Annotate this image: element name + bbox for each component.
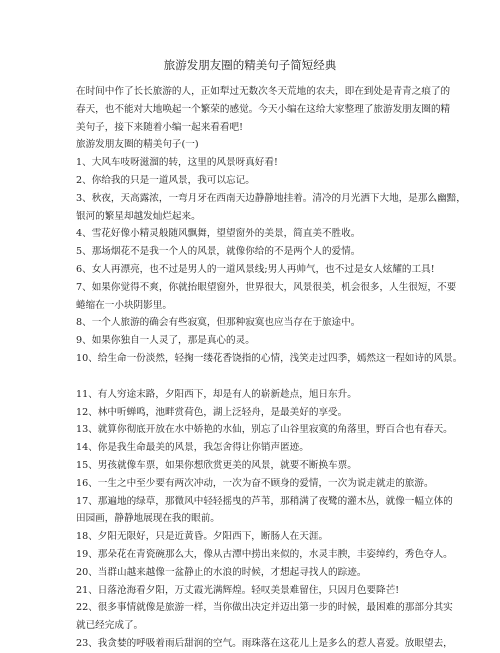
sentence-item — [76, 493, 453, 529]
sentence-line: 蜷缩在一小块阴影里。 — [76, 299, 172, 311]
sentence-item — [76, 314, 434, 332]
sentence-item — [76, 457, 434, 475]
sentence-item — [76, 564, 434, 582]
sentence-item — [76, 332, 434, 350]
sentence-line: 1、大风车吱呀滋溜的转，这里的风景呀真好看! — [76, 157, 278, 169]
sentence-item — [76, 225, 434, 243]
sentence-item — [76, 190, 466, 226]
sentence-item — [76, 279, 457, 315]
sentence-line: 6、女人再漂亮，也不过是男人的一道风景线;男人再帅气，也不过是女人炫耀的工具! — [76, 263, 435, 275]
sentence-item — [76, 546, 453, 564]
sentence-item — [76, 582, 434, 600]
sentence-line: 16、一生之中至少要有两次冲动，一次为奋不顾身的爱情，一次为说走就走的旅游。 — [76, 477, 434, 489]
sentence-item — [76, 404, 434, 422]
sentence-item — [76, 528, 434, 546]
sentence-line: 18、夕阳无限好，只是近黄昏。夕阳西下，断肠人在天涯。 — [76, 531, 329, 543]
sentence-line: 7、如果你觉得不爽，你就抬眼望窗外，世界很大，风景很美，机会很多，人生很短，不要 — [76, 281, 457, 293]
section-heading: 旅游发朋友圈的精美句子(一) — [76, 139, 199, 151]
sentence-line: 就已经完成了。 — [76, 620, 144, 632]
sentence-line: 3、秋夜，天高露浓，一弯月牙在西南天边静静地挂着。清冷的月光洒下大地，是那么幽黯， — [76, 192, 466, 204]
sentence-line: 10、给生命一份淡然，轻掬一缕花香饶指的心情，浅笑走过四季，嫣然这一程如诗的风景。 — [76, 352, 463, 364]
sentence-item — [76, 350, 463, 368]
sentence-line: 15、男孩就像车票，如果你想欣赏更美的风景，就要不断换车票。 — [76, 459, 357, 471]
sentence-item — [76, 599, 453, 635]
sentence-line: 17、那遍地的绿草，那微风中轻轻摇曳的芦苇，那稍满了夜鹭的灌木丛，就像一幅立体的 — [76, 495, 453, 507]
sentence-line: 19、那朵花在青瓷碗那么大，像从古潭中捞出来似的，水灵丰腴，丰姿绰约，秀色夺人。 — [76, 548, 453, 560]
sentence-item — [76, 261, 434, 279]
sentence-line: 11、有人穷途末路，夕阳西下，却是有人的崭新趁点，旭日东升。 — [76, 388, 357, 400]
sentence-line: 20、当群山越来越像一盆静止的水浪的时候，才想起寻找人的踪迹。 — [76, 566, 367, 578]
sentence-line: 12、林中听蝉鸣，池畔赏荷色，湖上泛轻舟，是最美好的享受。 — [76, 406, 348, 418]
sentence-item — [76, 172, 434, 190]
sentence-line: 4、雪花好像小精灵般随风飘舞，望望窗外的美景，简直美不胜收。 — [76, 228, 361, 240]
sentence-line: 21、日落沧海看夕阳，万丈霞光满辉煌。轻叹美景难留住，只因月色要降芒! — [76, 584, 400, 596]
sentence-item — [76, 154, 434, 172]
sentence-line: 22、很多事情就像是旅游一样，当你做出决定并迈出第一步的时候，最困难的那部分其实 — [76, 602, 453, 614]
sentence-line: 田园画，静静地展现在我的眼前。 — [76, 513, 220, 525]
sentence-line: 13、就算你彻底开放在水中娇艳的水仙，别忘了山谷里寂寞的角落里，野百合也有春天。 — [76, 424, 453, 436]
sentence-line: 5、那场烟花不是我一个人的风景，就像你给的不是两个人的爱情。 — [76, 246, 361, 258]
sentence-item — [76, 439, 434, 457]
intro-line: 在时间中作了长长旅游的人，正如犁过无数次冬天荒地的农夫，即在到处是青青之痕了的 — [76, 86, 451, 97]
intro-line: 春天，也不能对大地唤起一个繁荣的感觉。今天小编在这给大家整理了旅游发朋友圈的精 — [76, 103, 451, 115]
sentence-list-1 — [76, 154, 466, 368]
intro-line: 美句子，接下来随着小编一起来看看吧! — [76, 121, 243, 133]
sentence-item — [76, 386, 434, 404]
sentence-line: 23、我贪婪的呼吸着雨后甜润的空气。雨珠落在这花儿上是多么的惹人喜爱。放眼望去， — [76, 637, 453, 649]
sentence-item — [76, 635, 453, 653]
sentence-line: 2、你给我的只是一道风景，我可以忘记。 — [76, 174, 255, 186]
sentence-line: 14、你是我生命最美的风景，我怎舍得让你销声匿迹。 — [76, 442, 309, 454]
sentence-line: 8、一个人旅游的确会有些寂寞，但那种寂寞也应当存在于旅途中。 — [76, 317, 361, 329]
sentence-item — [76, 243, 434, 261]
article-body — [76, 83, 466, 653]
sentence-item — [76, 475, 434, 493]
sentence-list-2 — [76, 386, 453, 653]
section-gap — [76, 368, 434, 386]
page-title: 旅游发朋友圈的精美句子简短经典 — [163, 58, 337, 72]
sentence-line: 9、如果你独自一人灵了，那是真心的灵。 — [76, 335, 255, 347]
sentence-line: 银河的繁星却越发灿烂起来。 — [76, 210, 201, 222]
intro-paragraph — [76, 83, 451, 136]
sentence-item — [76, 421, 453, 439]
